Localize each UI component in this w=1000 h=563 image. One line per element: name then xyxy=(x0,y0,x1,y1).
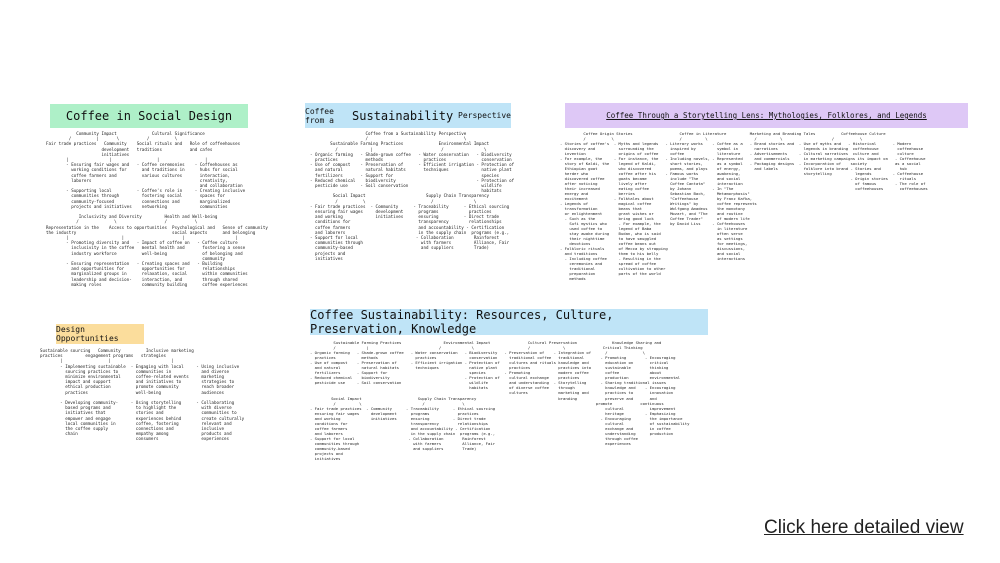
banner-emphasis: Sustainability xyxy=(352,108,454,123)
banner-design-opportunities xyxy=(56,324,144,344)
banner-sustainability-perspective xyxy=(305,103,511,128)
banner-prefix: Coffee from a xyxy=(305,106,334,125)
mindmap-storytelling: Coffee Origin Stories Coffee in Literature Marketing and Branding Tales Coffeehouse Culture / \ / \ / \ / \ - Stories of coffee's - Myths and legends - Literary works - Coffee as a - Brand stories and - Use of myths and - Historical - Modern discovery and surrounding the inspired by symbol in narratives legends in branding coffeehouse coffeehouse invention origins of coffee coffee literature - Advertisements - Cultural narratives culture and culture - For example, the - For instance, the - Including novels, - Represented and commercials in marketing campaigns its impact on - Coffeehouse story of Kaldi, the legend of Kaldi, short stories, as a symbol - Packaging designs - Incorporation of society as a social Ethiopian goat who discovered poems, and plays of energy, and labels folklore into brand - Stories and hub herder who coffee after his - Famous works awakening, storytelling legends - Coffeehouse discovered coffee goats became include "The and social - Origin stories rituals after noticing lively after Coffee Cantata" interaction of famous - The role of their increased eating coffee by Johann - In "The coffeehouses coffeehouses energy and berries Sebastian Bach, Metamorphosis" excitement - Folktales about "Coffeehouse by Franz Kafka, - Legends of magical coffee Writings" by coffee represents transformation beans that Wolfgang Amadeus the monotony or enlightenment grant wishes or Mozart, and "The and routine - Such as the bring good luck Coffee Trader" of modern life Sufi mystics who - For example, the by David Liss - Coffeehouses used coffee to legend of Baba in literature stay awake during Budan, who is said often serve their nighttime to have smuggled as settings devotions coffee beans out for meetings, - Folkloric rituals of Mecca by strapping discussions, and traditions them to his belly and social - Including coffee - Resulting in the interactions ceremonies and spread of coffee traditional cultivation to other preparation parts of the world methods xyxy=(560,131,928,281)
banner-title: Coffee Through a Storytelling Lens: Mythologies, Folklores, and Legends xyxy=(606,111,927,120)
mindmap-design-opportunities: Sustainable sourcing Community Inclusive marketing practices engagement programs strategies | | | - Implementing sustainable - Engaging with local - Using inclusive sourcing practices to communities in and diverse minimize environmental coffee-related events marketing impact and support and initiatives to strategies to ethical production promote community reach broader practices well-being audiences - Developing community- - Using storytelling - Collaborating based programs and to highlight the with diverse initiatives that stories and communities to empower and engage experiences behind create culturally local communities in coffee, fostering relevant and the coffee supply connections and inclusive chain empathy among products and consumers experiences xyxy=(40,348,245,442)
banner-suffix: Perspective xyxy=(458,111,511,120)
detailed-view-link[interactable]: Click here detailed view xyxy=(764,517,964,538)
mindmap-sustainability: Coffee from a Sustainability Perspective / \ Sustainable Farming Practices Environmental Impact / | / \ - Organic farming - Shade-grown coffee - Water conservation - Biodiversity practices methods practices conservation - Use of compost - Preservation of - Efficient irrigation - Protection of and natural natural habitats techniques native plant fertilizers - Support for species - Reduced chemical biodiversity - Protection of pesticide use - Soil conservation wildlife habitats Social Impact Supply Chain Transparency / \ / \ - Fair trade practices - Community - Traceability - Ethical sourcing ensuring fair wages development programs practices and working initiatives ensuring - Direct trade conditions for transparency relationships coffee farmers and accountability - Certification and laborers in the supply chain programs (e.g., - Support for local - Collaboration Rainforest communities through with farmers Alliance, Fair community-based and suppliers Trade) projects and initiatives xyxy=(310,131,515,261)
banner-storytelling-lens xyxy=(565,103,968,128)
banner-title: Coffee Sustainability: Resources, Culture, Preservation, Knowledge xyxy=(310,308,614,336)
banner-coffee-in-social-design xyxy=(50,104,248,128)
banner-sustainability-resources xyxy=(310,309,708,335)
banner-title: Design Opportunities xyxy=(56,325,119,343)
mindmap-resources: Sustainable Farming Practices Environmental Impact Cultural Preservation Knowledge Sharing and / | / \ / \ Critical Thinking - Organic farming - Shade-grown coffee - Water conservation - Biodiversity - Preservation of - Integration of / \ practices methods practices conservation traditional coffee traditional - Promoting - Encouraging - Use of compost - Preservation of - Efficient irrigation - Protection of cultures and rituals knowledge and education on critical and natural natural habitats techniques native plant practices practices into sustainable thinking fertilizers - Support for species - Promoting modern coffee coffee about - Reduced chemical biodiversity - Protection of cultural exchange practices production environmental pesticide use - Soil conservation wildlife and understanding - Storytelling - Sharing traditional issues habitats of diverse coffee through knowledge and - Encouraging cultures marketing and practices to innovation Social Impact Supply Chain Transparency branding preserve and and / \ / \ promote continuous - Fair trade practices - Community - Traceability - Ethical sourcing cultural improvement ensuring fair wages development programs practices heritage - Emphasizing and working initiatives ensuring - Direct trade - Encouraging the importance conditions for transparency relationships cultural of sustainability coffee farmers and accountability - Certification exchange and in coffee and laborers in the supply chain programs (e.g., understanding production - Support for local - Collaboration Rainforest through coffee communities through with farmers Alliance, Fair experiences community-based and suppliers Trade) projects and initiatives xyxy=(310,340,690,462)
banner-title: Coffee in Social Design xyxy=(65,109,233,123)
mindmap-social-design: Community Impact Cultural Significance / | \ / \ Fair trade practices Community Social rituals and Role of coffeehouses development traditions and cafes initiatives | | | | - Ensuring fair wages and - Coffee ceremonies - Coffeehouses as working conditions for and traditions in hubs for social coffee farmers and various cultures interaction, laborers creativity, and collaboration - Supporting local - Coffee's role in - Creating inclusive communities through fostering social spaces for community-focused connections and marginalized projects and initiatives networking communities Inclusivity and Diversity Health and Well-being / \ / \ Representation in the Access to opportunities Psychological and Sense of community the industry social aspects and belonging | | | | - Promoting diversity and - Impact of coffee on - Coffee culture inclusivity in the coffee mental health and fostering a sense industry workforce well-being of belonging and community - Ensuring representation - Creating spaces and - Building and opportunities for opportunities for relationships marginalized groups in relaxation, social within communities leadership and decision- interaction, and through shared making roles community building coffee experiences xyxy=(46,131,268,287)
